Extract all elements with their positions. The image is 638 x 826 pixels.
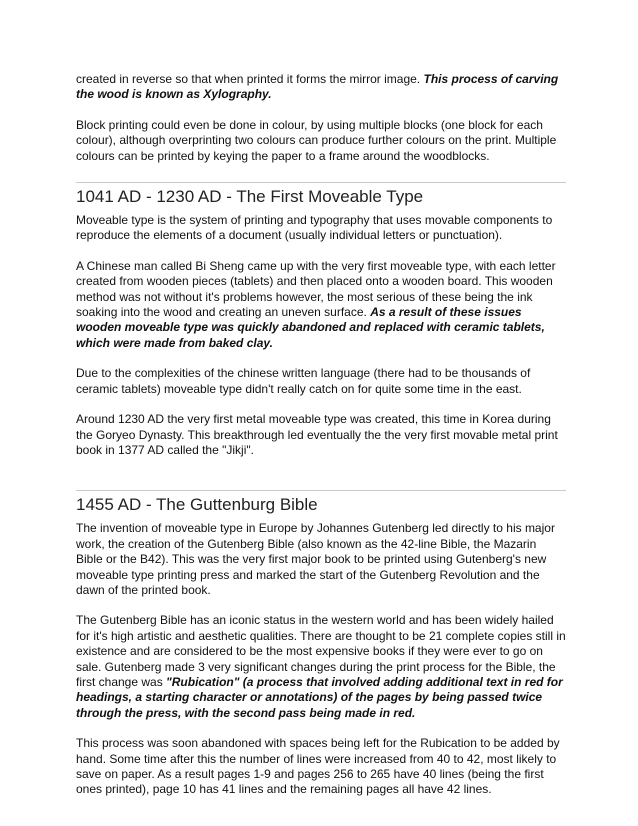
section-2-paragraph-3: This process was soon abandoned with spaces being left for the Rubication to be added by hand. Some time after this the number of lines were increased from 40 to 42, most likely to save on paper. As a result pages 1-9 and pages 256 to 265 have 40 lines (being the first ones printed), page 10 has 41 lines and the remaining pages all have 42 lines. xyxy=(76,736,560,797)
intro-paragraph-1 xyxy=(76,72,566,103)
section-1-paragraph-4: Around 1230 AD the very first metal moveable type was created, this time in Korea during the Goryeo Dynasty. This breakthrough led eventually the the very first movable metal print book in 1377 AD called the "Jikji". xyxy=(76,412,558,457)
section-divider-1 xyxy=(76,182,566,183)
section-1-p2-text: A Chinese man called Bi Sheng came up with the very first moveable type, with each letter created from wooden pieces (tablets) and then placed onto a wooden board. This wooden method was not without it's problems however, the most serious of these being the ink soaking into the wood and creating an uneven surface. xyxy=(76,258,556,320)
intro-paragraph-2: Block printing could even be done in colour, by using multiple blocks (one block for each colour), although overprinting two colours can produce further colours on the print. Multiple colours can be printed by keying the paper to a frame around the woodblocks. xyxy=(76,117,557,163)
section-1-heading: 1041 AD - 1230 AD - The First Moveable Type xyxy=(76,187,424,207)
section-2-p2-text: The Gutenberg Bible has an iconic status in the western world and has been widely hailed for it's high artistic and aesthetic qualities. There are thought to be 21 complete copies still in existence and are considered to be the most expensive books if they were ever to go on sale. Gutenberg made 3 very significant changes during the print process for the Bible, the first change was xyxy=(76,613,566,689)
section-1-paragraph-3: Due to the complexities of the chinese written language (there had to be thousands of ceramic tablets) moveable type didn't really catch on for quite some time in the east. xyxy=(76,366,531,396)
section-2-paragraph-2 xyxy=(76,613,566,721)
section-2-p2-emphasis: "Rubication" (a process that involved adding additional text in red for headings, a starting character or annotations) of the pages by being passed twice through the press, with the second pass being made in red. xyxy=(76,674,563,720)
section-divider-2 xyxy=(76,490,566,491)
section-1-p2-emphasis: As a result of these issues wooden moveable type was quickly abandoned and replaced with ceramic tablets, which were made from baked clay. xyxy=(76,305,545,350)
intro-text: created in reverse so that when printed it forms the mirror image. xyxy=(76,72,424,86)
section-1-paragraph-2 xyxy=(76,259,566,351)
section-1-paragraph-1: Moveable type is the system of printing and typography that uses movable components to reproduce the elements of a document (usually individual letters or punctuation). xyxy=(76,213,553,243)
section-2-heading: 1455 AD - The Guttenburg Bible xyxy=(76,495,318,515)
section-2-paragraph-1: The invention of moveable type in Europe by Johannes Gutenberg led directly to his major work, the creation of the Gutenberg Bible (also known as the 42-line Bible, the Mazarin Bible or the B42). This was the very first major book to be printed using Gutenberg's new moveable type printing press and marked the start of the Gutenberg Revolution and the dawn of the printed book. xyxy=(76,521,555,597)
document-page xyxy=(76,72,566,798)
intro-emphasis: This process of carving the wood is known as Xylography. xyxy=(76,72,559,102)
